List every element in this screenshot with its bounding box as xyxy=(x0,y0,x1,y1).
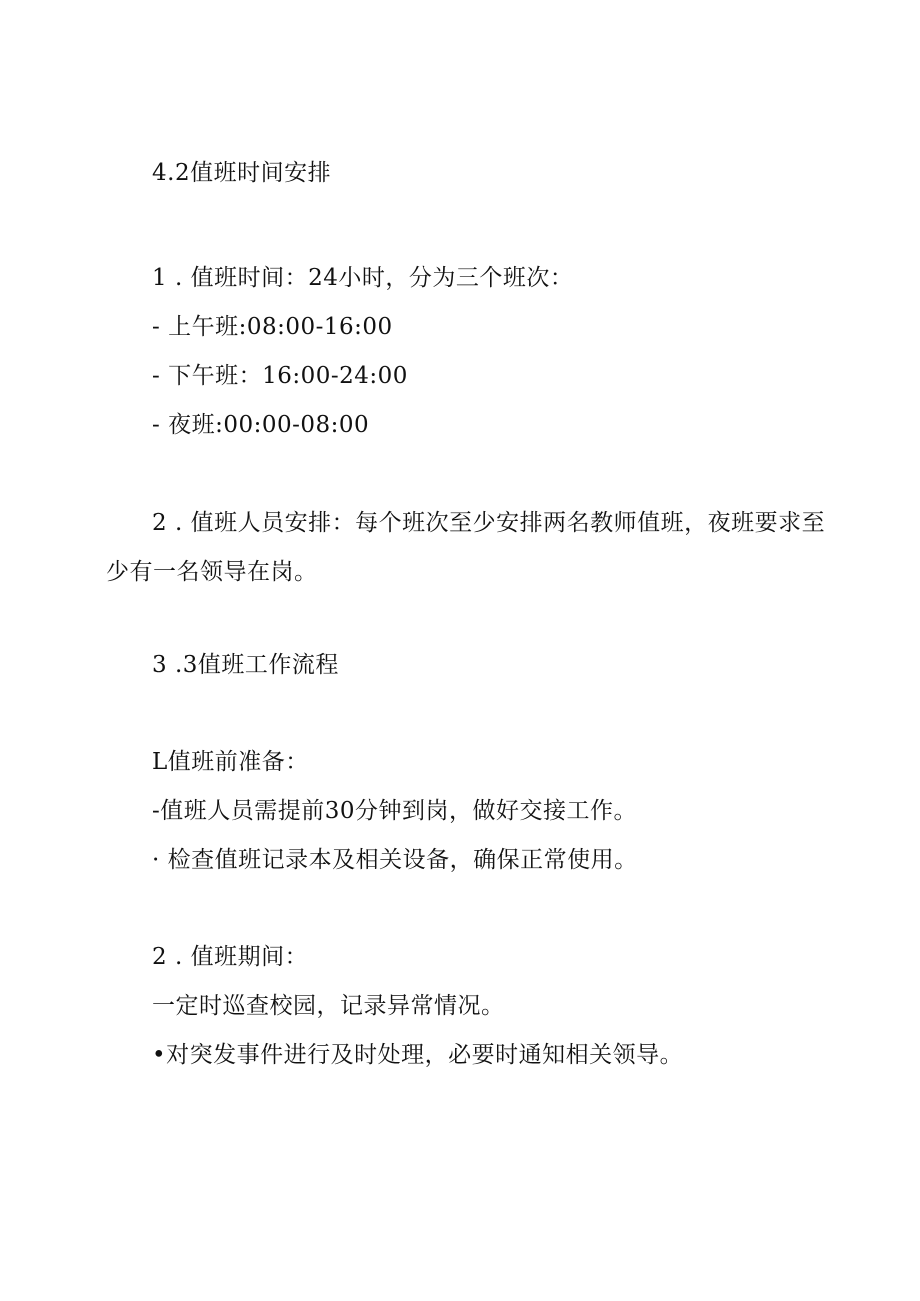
shift-morning: - 上午班:08:00-16:00 xyxy=(152,314,393,340)
staffing-paragraph xyxy=(106,508,826,587)
section-4-3-title: 3 .3值班工作流程 xyxy=(152,652,339,678)
schedule-intro: 1 . 值班时间：24小时，分为三个班次： xyxy=(152,265,574,291)
shift-afternoon: - 下午班：16:00-24:00 xyxy=(152,363,408,389)
shift-night: - 夜班:00:00-08:00 xyxy=(152,412,370,438)
prep-title: L值班前准备： xyxy=(152,749,309,775)
staffing-line-1: 2 . 值班人员安排：每个班次至少安排两名教师值班，夜班要求至 xyxy=(152,510,826,536)
section-4-2-title: 4.2值班时间安排 xyxy=(152,160,332,186)
staffing-line-2: 少有一名领导在岗。 xyxy=(106,559,318,585)
prep-item-1: -值班人员需提前30分钟到岗，做好交接工作。 xyxy=(152,798,638,824)
during-title: 2 . 值班期间： xyxy=(152,944,309,970)
during-item-2: •对突发事件进行及时处理，必要时通知相关领导。 xyxy=(152,1042,684,1068)
prep-item-2: · 检查值班记录本及相关设备，确保正常使用。 xyxy=(152,847,638,873)
during-item-1: 一定时巡查校园，记录异常情况。 xyxy=(152,993,505,1019)
